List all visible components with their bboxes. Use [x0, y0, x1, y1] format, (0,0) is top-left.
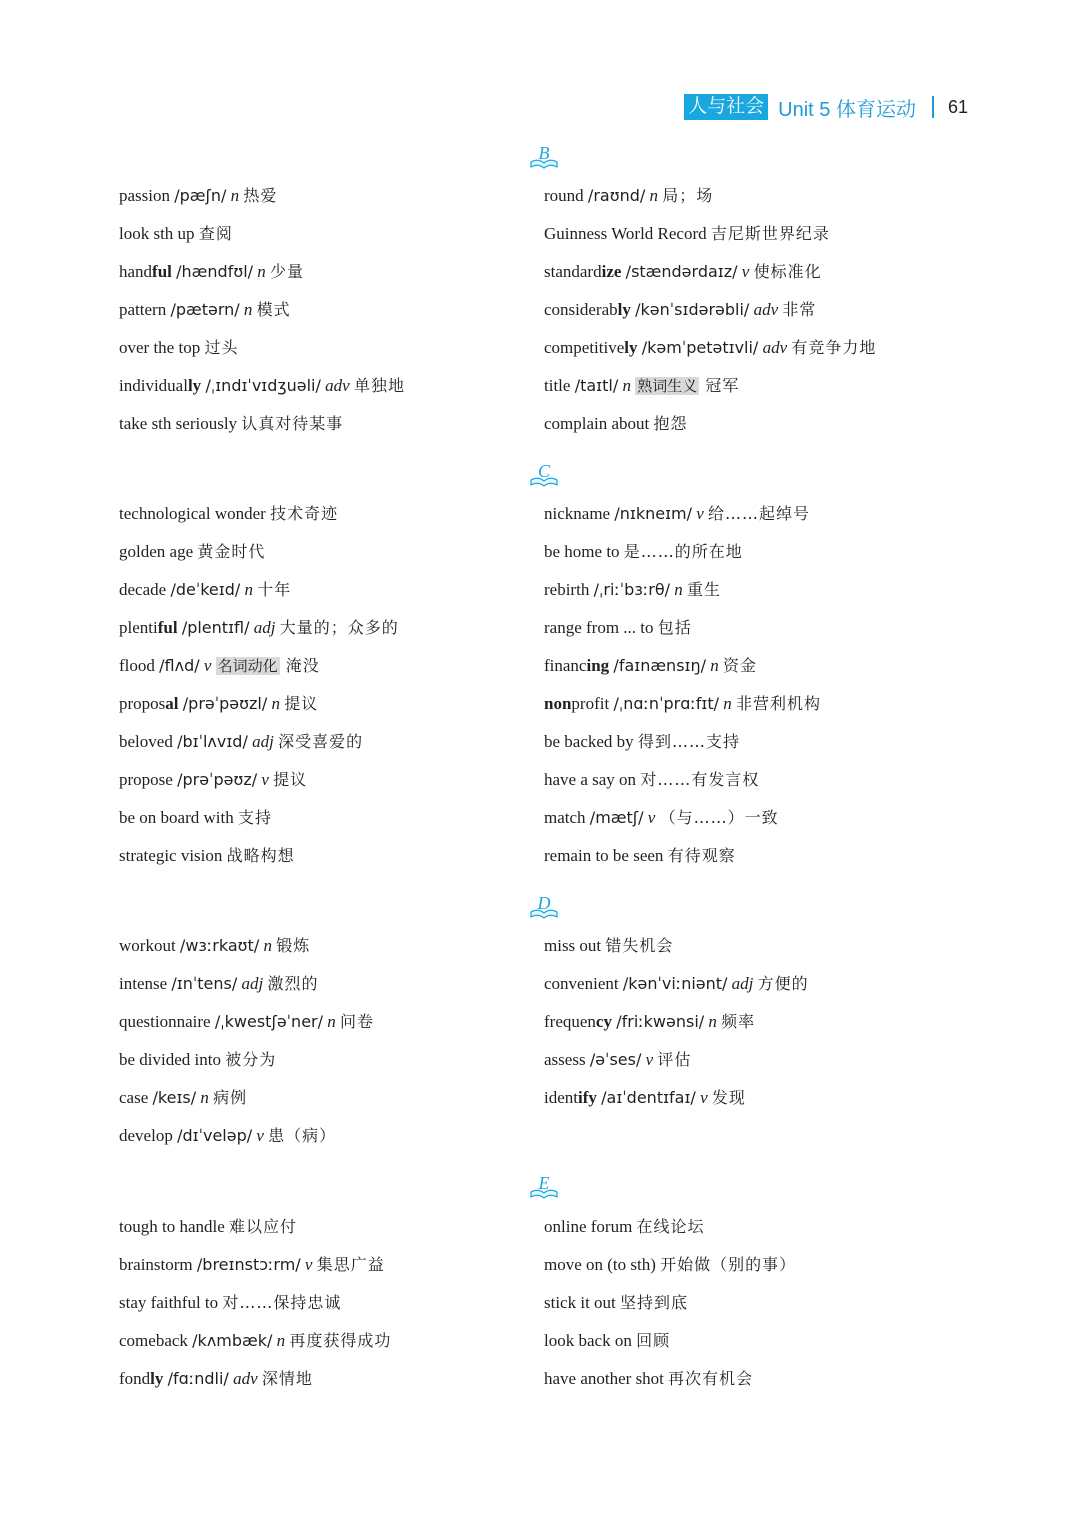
chinese-meaning: 问卷: [340, 1012, 375, 1031]
word-text: case: [119, 1088, 153, 1107]
word-text: individual: [119, 376, 188, 395]
chinese-meaning: 坚持到底: [620, 1293, 689, 1312]
part-of-speech: n: [239, 300, 257, 319]
word-text: remain to be seen: [544, 846, 668, 865]
word-text: Guinness World Record: [544, 224, 711, 243]
phonetic: /friːkwənsi/: [616, 1012, 705, 1031]
chinese-meaning: 集思广益: [316, 1255, 385, 1274]
vocab-entry: [119, 374, 405, 398]
vocab-entry: [544, 692, 821, 716]
word-text: complain about: [544, 414, 654, 433]
part-of-speech: n: [719, 694, 736, 713]
chinese-meaning: 方便的: [757, 974, 809, 993]
chinese-meaning: 冠军: [699, 376, 740, 395]
word-suffix-bold: ify: [578, 1088, 597, 1107]
phonetic: /ˌɪndɪˈvɪdʒuəli/: [205, 376, 321, 395]
chinese-meaning: 包括: [657, 618, 692, 637]
part-of-speech: v: [695, 1088, 712, 1107]
word-text: golden age: [119, 542, 198, 561]
section-e-book-icon: [528, 1172, 560, 1200]
vocab-entry: [119, 806, 272, 830]
word-suffix-bold: cy: [595, 1012, 612, 1031]
chinese-meaning: 开始做（别的事）: [660, 1255, 797, 1274]
word-text: brainstorm: [119, 1255, 197, 1274]
word-text: range from ... to: [544, 618, 658, 637]
vocab-entry: [544, 934, 673, 958]
phonetic: /raʊnd/: [587, 186, 646, 205]
part-of-speech: v: [199, 656, 216, 675]
word-text: round: [544, 186, 588, 205]
vocab-entry: [544, 336, 876, 360]
vocab-entry: [544, 578, 721, 602]
page-header: [684, 93, 968, 121]
chinese-meaning: 病例: [213, 1088, 248, 1107]
vocab-entry: [119, 1215, 297, 1239]
vocab-entry: [119, 412, 343, 436]
phonetic: /bɪˈlʌvɪd/: [177, 732, 248, 751]
phonetic: /ɪnˈtens/: [171, 974, 238, 993]
word-text: match: [544, 808, 590, 827]
unit-title: Unit 5 体育运动: [778, 98, 916, 121]
word-text: passion: [119, 186, 175, 205]
vocab-entry: [119, 1291, 341, 1315]
section-d-book-icon: [528, 892, 560, 920]
word-suffix-bold: al: [165, 694, 179, 713]
word-text: tough to handle: [119, 1217, 230, 1236]
part-of-speech: adv: [228, 1369, 262, 1388]
section-letter: D: [537, 893, 551, 913]
chinese-meaning: 对……有发言权: [640, 770, 760, 789]
part-of-speech: n: [196, 1088, 214, 1107]
vocab-entry: [119, 844, 295, 868]
word-text: nickname: [544, 504, 615, 523]
part-of-speech: n: [645, 186, 663, 205]
phonetic: /prəˈpəʊz/: [177, 770, 258, 789]
phonetic: /ˌnɑːnˈprɑːfɪt/: [613, 694, 719, 713]
word-text: propos: [119, 694, 166, 713]
vocab-entry: [544, 1329, 670, 1353]
word-text: convenient: [544, 974, 623, 993]
vocab-entry: [119, 1367, 313, 1391]
chinese-meaning: 支持: [237, 808, 272, 827]
phonetic: /keɪs/: [152, 1088, 197, 1107]
section-letter: C: [537, 461, 551, 481]
word-text: over the top: [119, 338, 205, 357]
phonetic: /fɑːndli/: [167, 1369, 229, 1388]
word-suffix-bold: ful: [157, 618, 178, 637]
part-of-speech: n: [618, 376, 636, 395]
word-text: fond: [119, 1369, 151, 1388]
vocab-entry: [544, 412, 688, 436]
word-suffix-bold: ful: [152, 262, 172, 281]
phonetic: /deˈkeɪd/: [170, 580, 241, 599]
vocab-entry: [119, 540, 265, 564]
part-of-speech: n: [272, 1331, 290, 1350]
part-of-speech: v: [737, 262, 754, 281]
vocab-entry: [544, 1253, 796, 1277]
section-c-book-icon: [528, 460, 560, 488]
chinese-meaning: 抱怨: [653, 414, 688, 433]
vocab-entry: [119, 972, 319, 996]
vocab-entry: [119, 1086, 247, 1110]
chinese-meaning: （与……）一致: [659, 808, 779, 827]
word-suffix-bold: ize: [601, 262, 622, 281]
vocab-entry: [544, 222, 830, 246]
word-text: be backed by: [544, 732, 638, 751]
chinese-meaning: 得到……支持: [637, 732, 740, 751]
chinese-meaning: 非营利机构: [736, 694, 822, 713]
vocab-entry: [544, 1086, 746, 1110]
phonetic: /ˌriːˈbɜːrθ/: [593, 580, 670, 599]
chinese-meaning: 技术奇迹: [270, 504, 339, 523]
vocab-entry: [544, 540, 743, 564]
chinese-meaning: 患（病）: [268, 1126, 337, 1145]
part-of-speech: v: [641, 1050, 658, 1069]
word-text: comeback: [119, 1331, 193, 1350]
chinese-meaning: 十年: [257, 580, 292, 599]
vocab-entry: [544, 844, 736, 868]
phonetic: /dɪˈveləp/: [177, 1126, 253, 1145]
vocab-entry: [544, 374, 739, 398]
word-text: financ: [544, 656, 587, 675]
phonetic: /kəmˈpetətɪvli/: [641, 338, 759, 357]
word-text: be home to: [544, 542, 624, 561]
word-text: hand: [119, 262, 153, 281]
word-text: ident: [544, 1088, 578, 1107]
vocab-entry: [119, 1253, 385, 1277]
word-text: technological wonder: [119, 504, 271, 523]
word-text: stick it out: [544, 1293, 621, 1312]
vocab-entry: [119, 336, 238, 360]
chinese-meaning: 再次有机会: [668, 1369, 754, 1388]
chinese-meaning: 评估: [657, 1050, 692, 1069]
chinese-meaning: 少量: [270, 262, 305, 281]
phonetic: /nɪkneɪm/: [614, 504, 692, 523]
word-text: pattern: [119, 300, 171, 319]
chinese-meaning: 认真对待某事: [241, 414, 344, 433]
phonetic: /faɪnænsɪŋ/: [613, 656, 706, 675]
phonetic: /plentɪfl/: [181, 618, 250, 637]
chinese-meaning: 激烈的: [267, 974, 319, 993]
word-suffix-bold: ly: [617, 300, 631, 319]
word-text: look back on: [544, 1331, 637, 1350]
word-suffix-bold: ly: [150, 1369, 164, 1388]
section-tag: 人与社会: [684, 94, 768, 120]
part-of-speech: n: [259, 936, 277, 955]
word-text: look sth up: [119, 224, 199, 243]
chinese-meaning: 发现: [711, 1088, 746, 1107]
word-text: considerab: [544, 300, 618, 319]
word-text: flood: [119, 656, 160, 675]
chinese-meaning: 提议: [273, 770, 308, 789]
part-of-speech: adv: [749, 300, 783, 319]
phonetic: /hændfʊl/: [176, 262, 254, 281]
usage-tag: 名词动化: [217, 657, 278, 675]
part-of-speech: n: [704, 1012, 722, 1031]
chinese-meaning: 热爱: [243, 186, 278, 205]
chinese-meaning: 过头: [204, 338, 239, 357]
chinese-meaning: 重生: [687, 580, 722, 599]
word-text: have another shot: [544, 1369, 669, 1388]
word-text: develop: [119, 1126, 178, 1145]
chinese-meaning: 有竞争力地: [791, 338, 877, 357]
word-text: frequen: [544, 1012, 596, 1031]
word-text: decade: [119, 580, 171, 599]
page-number: 61: [947, 96, 968, 117]
phonetic: /kənˈsɪdərəbli/: [635, 300, 750, 319]
word-text: be on board with: [119, 808, 238, 827]
vocab-entry: [544, 654, 757, 678]
chinese-meaning: 提议: [284, 694, 319, 713]
phonetic: /mætʃ/: [589, 808, 644, 827]
word-text: standard: [544, 262, 602, 281]
chinese-meaning: 回顾: [636, 1331, 671, 1350]
vocab-entry: [544, 768, 759, 792]
chinese-meaning: 难以应付: [229, 1217, 298, 1236]
word-text: move on (to sth): [544, 1255, 661, 1274]
vocab-entry: [119, 502, 338, 526]
vocab-entry: [544, 1010, 755, 1034]
phonetic: /aɪˈdentɪfaɪ/: [601, 1088, 696, 1107]
phonetic: /breɪnstɔːrm/: [196, 1255, 301, 1274]
chinese-meaning: 黄金时代: [197, 542, 266, 561]
part-of-speech: adv: [758, 338, 792, 357]
vocab-entry: [119, 260, 304, 284]
part-of-speech: v: [300, 1255, 317, 1274]
phonetic: /flʌd/: [159, 656, 200, 675]
part-of-speech: n: [253, 262, 271, 281]
chinese-meaning: 有待观察: [667, 846, 736, 865]
vocab-entry: [544, 184, 713, 208]
part-of-speech: adj: [727, 974, 758, 993]
part-of-speech: adj: [237, 974, 268, 993]
chinese-meaning: 对……保持忠诚: [222, 1293, 342, 1312]
usage-tag: 熟词生义: [637, 377, 698, 395]
word-text: take sth seriously: [119, 414, 242, 433]
word-text: online forum: [544, 1217, 637, 1236]
word-text: beloved: [119, 732, 178, 751]
phonetic: /stændərdaɪz/: [625, 262, 738, 281]
part-of-speech: n: [226, 186, 244, 205]
vocab-entry: [119, 1010, 374, 1034]
chinese-meaning: 再度获得成功: [289, 1331, 392, 1350]
chinese-meaning: 大量的；众多的: [279, 618, 399, 637]
word-suffix-bold: ly: [187, 376, 202, 395]
vocab-entry: [119, 730, 363, 754]
vocab-entry: [119, 1329, 391, 1353]
word-text: plenti: [119, 618, 158, 637]
vocab-entry: [119, 616, 399, 640]
part-of-speech: adj: [249, 618, 280, 637]
section-b-book-icon: [528, 142, 560, 170]
chinese-meaning: 使标准化: [753, 262, 822, 281]
word-text: title: [544, 376, 575, 395]
part-of-speech: n: [670, 580, 687, 599]
chinese-meaning: 单独地: [353, 376, 405, 395]
vocab-entry: [119, 1048, 276, 1072]
part-of-speech: n: [240, 580, 258, 599]
chinese-meaning: 查阅: [198, 224, 233, 243]
chinese-meaning: 战略构想: [226, 846, 295, 865]
vocab-entry: [544, 260, 822, 284]
chinese-meaning: 局；场: [662, 186, 714, 205]
vocab-entry: [544, 730, 740, 754]
word-text: assess: [544, 1050, 590, 1069]
chinese-meaning: 淹没: [279, 656, 320, 675]
word-text: propose: [119, 770, 178, 789]
vocab-entry: [544, 1367, 753, 1391]
chinese-meaning: 频率: [721, 1012, 756, 1031]
chinese-meaning: 资金: [723, 656, 758, 675]
vocab-entry: [119, 654, 320, 678]
word-text: stay faithful to: [119, 1293, 223, 1312]
part-of-speech: adv: [320, 376, 354, 395]
word-suffix-bold: non: [544, 694, 572, 713]
chinese-meaning: 是……的所在地: [623, 542, 743, 561]
chinese-meaning: 错失机会: [605, 936, 674, 955]
vocab-entry: [119, 692, 318, 716]
vocab-entry: [544, 1215, 705, 1239]
phonetic: /pæʃn/: [174, 186, 227, 205]
word-text: competitive: [544, 338, 625, 357]
chinese-meaning: 深情地: [261, 1369, 313, 1388]
phonetic: /taɪtl/: [574, 376, 619, 395]
phonetic: /kənˈviːniənt/: [622, 974, 728, 993]
vocab-entry: [544, 298, 816, 322]
part-of-speech: v: [257, 770, 274, 789]
vocab-entry: [119, 578, 291, 602]
phonetic: /kʌmbæk/: [192, 1331, 273, 1350]
part-of-speech: v: [643, 808, 660, 827]
vocab-entry: [544, 806, 779, 830]
vocab-entry: [544, 616, 692, 640]
word-text: questionnaire: [119, 1012, 215, 1031]
section-letter: E: [538, 1173, 550, 1193]
chinese-meaning: 给……起绰号: [708, 504, 811, 523]
chinese-meaning: 被分为: [225, 1050, 277, 1069]
vocab-entry: [119, 1124, 336, 1148]
word-text: workout: [119, 936, 180, 955]
chinese-meaning: 模式: [256, 300, 291, 319]
word-text: intense: [119, 974, 172, 993]
vocab-entry: [119, 222, 233, 246]
phonetic: /pætərn/: [170, 300, 240, 319]
chinese-meaning: 深受喜爱的: [278, 732, 364, 751]
part-of-speech: n: [267, 694, 285, 713]
vocab-entry: [544, 1291, 688, 1315]
part-of-speech: n: [706, 656, 723, 675]
vocab-entry: [119, 768, 307, 792]
vocab-entry: [119, 298, 291, 322]
part-of-speech: v: [252, 1126, 269, 1145]
chinese-meaning: 锻炼: [276, 936, 311, 955]
word-suffix-bold: ing: [586, 656, 610, 675]
part-of-speech: adj: [247, 732, 279, 751]
chinese-meaning: 非常: [782, 300, 817, 319]
chinese-meaning: 吉尼斯世界纪录: [710, 224, 830, 243]
vocab-entry: [119, 184, 277, 208]
word-suffix-bold: ly: [624, 338, 638, 357]
word-text: rebirth: [544, 580, 594, 599]
header-divider: [932, 96, 934, 118]
word-text: strategic vision: [119, 846, 227, 865]
part-of-speech: v: [692, 504, 709, 523]
word-text: profit: [571, 694, 614, 713]
part-of-speech: n: [323, 1012, 341, 1031]
phonetic: /əˈses/: [589, 1050, 642, 1069]
word-text: be divided into: [119, 1050, 226, 1069]
phonetic: /ˌkwestʃəˈner/: [214, 1012, 324, 1031]
vocab-entry: [544, 972, 809, 996]
vocab-entry: [544, 1048, 691, 1072]
vocab-entry: [119, 934, 310, 958]
phonetic: /wɜːrkaʊt/: [179, 936, 260, 955]
chinese-meaning: 在线论坛: [636, 1217, 705, 1236]
vocab-entry: [544, 502, 810, 526]
word-text: have a say on: [544, 770, 641, 789]
section-letter: B: [538, 143, 550, 163]
phonetic: /prəˈpəʊzl/: [182, 694, 268, 713]
word-text: miss out: [544, 936, 606, 955]
